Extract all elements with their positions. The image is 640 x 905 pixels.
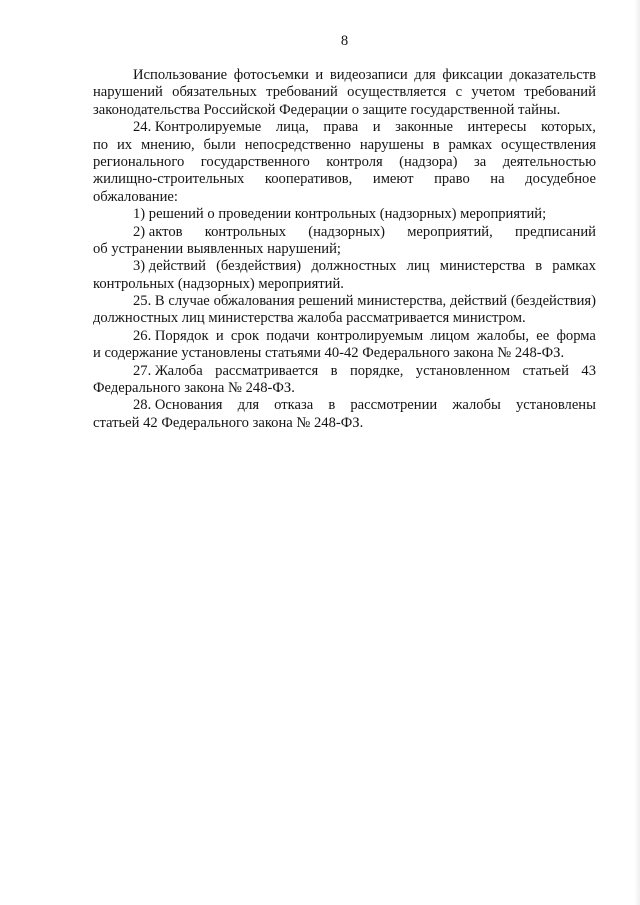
text-line [93,84,596,101]
document-body [93,67,596,432]
text-line: обжалование: [93,188,178,205]
word: Использование [133,67,228,83]
word: в [432,136,440,153]
word: государственного [200,153,310,170]
paragraph-item-25 [93,293,596,328]
word: (бездействия) [216,258,302,275]
word: регионального [93,153,185,170]
word: учетом [471,84,515,101]
word: лиц [406,258,430,275]
word: установлены [515,397,596,414]
text-line [93,328,596,345]
word: за [473,153,487,170]
word: для [237,397,260,414]
word: право [434,171,470,188]
word: обязательных [172,84,257,101]
subitem-1 [93,206,596,223]
word: мероприятий, [407,223,493,240]
word: предписаний [514,223,596,240]
word: нарушений [93,84,163,101]
word: форма [556,327,596,344]
paragraph-item-26 [93,328,596,363]
word: на [490,171,505,188]
text-line: законодательства Российской Федерации о защите государственной тайны. [93,101,561,118]
word: подачи [266,327,310,344]
word: мнению, [140,136,195,153]
text-line [93,258,596,275]
word: 3) действий [133,258,206,275]
word: и [372,119,381,136]
word: и [215,327,224,344]
word: в [535,258,543,275]
paragraph-photo-video-recording [93,67,596,119]
word: деятельностью [502,153,596,170]
word: контрольных [204,223,287,240]
word: 25. В [133,293,165,310]
word: контроля [326,153,383,170]
word: рассмотрении [350,397,438,414]
text-line [93,293,596,310]
word: по [93,136,109,153]
word: видеозаписи [329,67,408,83]
paragraph-item-27 [93,363,596,398]
word: (надзора) [399,153,458,170]
subitem-2 [93,224,596,259]
word: (надзорных) [308,223,385,240]
word: рамках [552,258,596,275]
word: установленном [415,362,511,379]
text-line: и содержание установлены статьями 40-42 Федерального закона № 248-ФЗ. [93,345,565,362]
word: решений [298,293,354,310]
word: 24. Контролируемые [133,119,262,136]
word: статьей [522,362,569,379]
word: фотосъемки [233,67,309,83]
word: министерства, [357,293,447,310]
word: фиксации [442,67,503,83]
text-line [93,363,596,380]
word: в [328,397,336,414]
word: жалобы [452,397,501,414]
word: кооперативов, [264,171,353,188]
scan-edge-shade [634,0,640,905]
word: осуществляется [347,84,447,101]
word: ее [536,327,550,344]
text-line: должностных лиц министерства жалоба рассматривается министром. [93,310,526,327]
word: рассматривается [215,362,319,379]
word: требований [524,84,596,101]
text-line [93,67,596,84]
text-line [93,137,596,154]
word: права [323,119,359,136]
word: рамках [448,136,493,153]
text-line [93,119,596,136]
subitem-3 [93,258,596,293]
word: нарушены [359,136,424,153]
word: доказательств [509,67,596,83]
word: законные [395,119,453,136]
word: контролируемым [316,327,424,344]
word: в [330,362,338,379]
text-line [93,154,596,171]
word: лица, [275,119,309,136]
word: 26. Порядок [133,327,209,344]
paragraph-item-24 [93,119,596,206]
word: 2) актов [133,223,183,240]
text-line: статьей 42 Федерального закона № 248-ФЗ. [93,414,364,431]
text-line: 1) решений о проведении контрольных (надзорных) мероприятий; [133,206,547,223]
text-line: Федерального закона № 248-ФЗ. [93,380,295,397]
word: лицом [430,327,470,344]
word: их [116,136,133,153]
word: которых, [540,119,596,136]
word: (бездействия) [510,293,596,310]
word: обжалования [213,293,295,310]
text-line: об устранении выявленных нарушений; [93,240,341,257]
word: случае [168,293,210,310]
word: для [414,67,436,83]
word: 28. Основания [133,397,223,414]
word: непосредственно [244,136,351,153]
word: с [455,84,463,101]
word: досудебное [525,171,596,188]
word: и [315,67,324,83]
word: имеют [372,171,414,188]
paragraph-item-28 [93,397,596,432]
page-number: 8 [340,33,349,49]
word: требований [266,84,338,101]
text-line [93,397,596,414]
word: срок [230,327,260,344]
word: 27. Жалоба [133,362,203,379]
word: 43 [581,362,596,379]
word: осуществления [501,136,596,153]
word: министерства [439,258,526,275]
word: жалобы, [476,327,529,344]
word: порядке, [349,362,404,379]
word: интересы [467,119,527,136]
word: отказа [274,397,314,414]
text-line [93,224,596,241]
text-line: контрольных (надзорных) мероприятий. [93,275,344,292]
word: были [203,136,236,153]
text-line [93,171,596,188]
word: действий [450,293,508,310]
word: жилищно-строительных [93,171,245,188]
word: должностных [311,258,397,275]
